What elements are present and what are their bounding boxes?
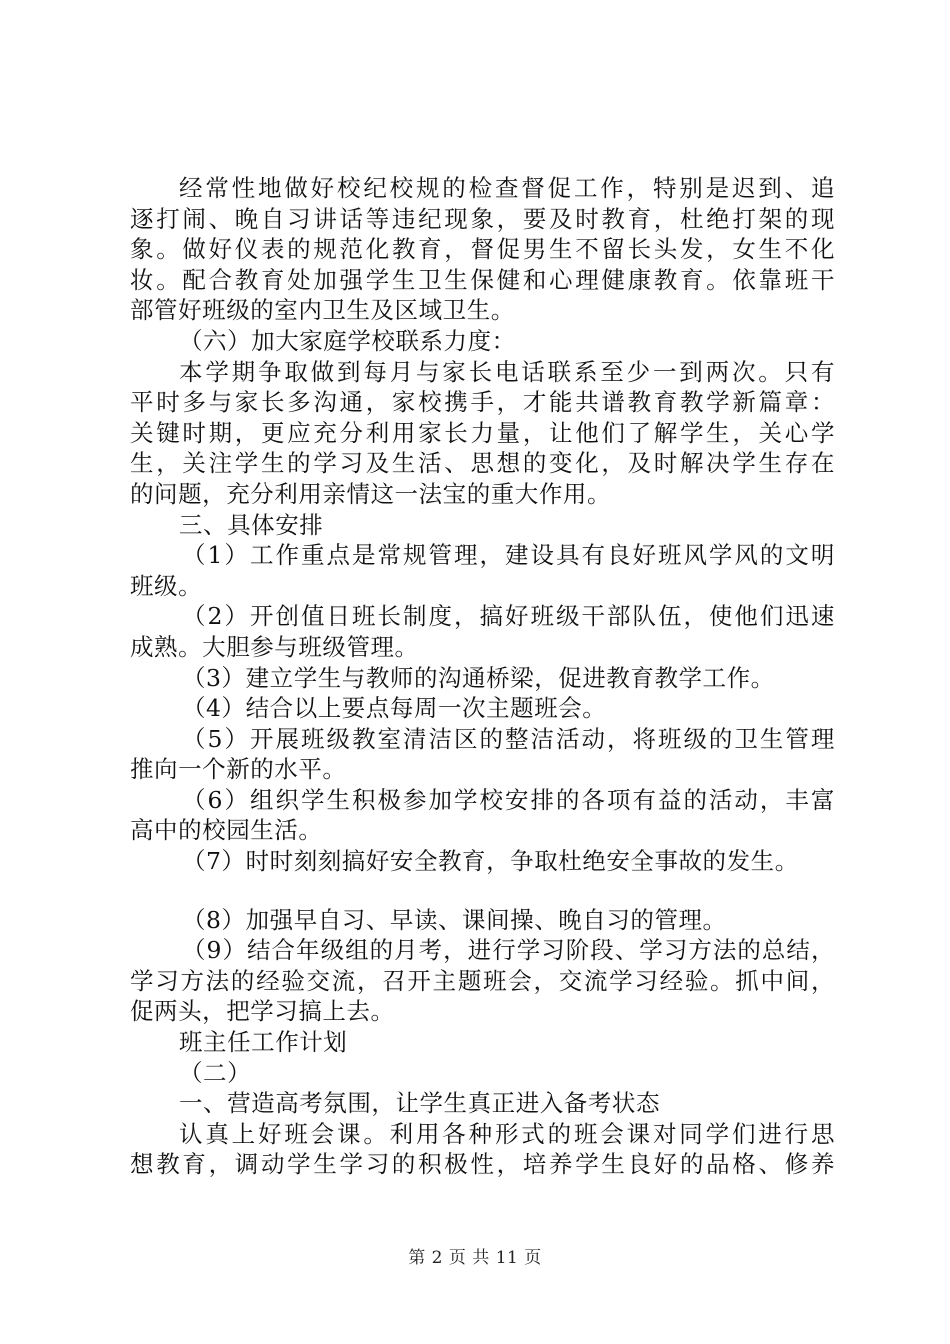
list-item: （1）工作重点是常规管理，建设具有良好班风学风的文明 [182, 541, 835, 570]
list-item-continuation: 推向一个新的水平。 [130, 755, 347, 784]
paragraph-line: 逐打闹、晚自习讲话等违纪现象，要及时教育，杜绝打架的现 [130, 204, 835, 233]
section-heading: 一、营造高考氛围，让学生真正进入备考状态 [179, 1089, 660, 1118]
list-item-continuation: 班级。 [130, 571, 203, 600]
list-item: （8）加强早自习、早读、课间操、晚自习的管理。 [182, 905, 727, 934]
paragraph-line: 部管好班级的室内卫生及区域卫生。 [130, 296, 515, 325]
paragraph-line: 的问题，充分利用亲情这一法宝的重大作用。 [130, 479, 611, 508]
page-number-footer: 第 2 页 共 11 页 [408, 1248, 542, 1268]
section-heading: （六）加大家庭学校联系力度： [179, 326, 516, 355]
blank-line [130, 877, 835, 905]
list-item-continuation: 高中的校园生活。 [130, 816, 323, 845]
list-item-continuation: 成熟。大胆参与班级管理。 [130, 632, 419, 661]
paragraph-line: 妆。配合教育处加强学生卫生保健和心理健康教育。依靠班干 [130, 265, 835, 294]
paragraph-line: 想教育，调动学生学习的积极性，培养学生良好的品格、修养 [130, 1150, 835, 1179]
document-body [130, 173, 835, 1180]
list-item: （2）开创值日班长制度，搞好班级干部队伍，使他们迅速 [182, 602, 835, 631]
paragraph-line: 象。做好仪表的规范化教育，督促男生不留长头发，女生不化 [130, 235, 835, 264]
section-heading: 三、具体安排 [179, 510, 324, 539]
list-item: （4）结合以上要点每周一次主题班会。 [182, 694, 607, 723]
list-item-continuation: 学习方法的经验交流，召开主题班会，交流学习经验。抓中间， [130, 966, 835, 995]
section-title: 班主任工作计划 [179, 1028, 348, 1057]
paragraph-line: 生，关注学生的学习及生活、思想的变化，及时解决学生存在 [130, 449, 835, 478]
paragraph-line: 关键时期，更应充分利用家长力量，让他们了解学生，关心学 [130, 418, 835, 447]
list-item-continuation: 促两头，把学习搞上去。 [130, 997, 395, 1026]
list-item: （3）建立学生与教师的沟通桥梁，促进教育教学工作。 [182, 663, 775, 692]
paragraph-line: 平时多与家长多沟通，家校携手，才能共谱教育教学新篇章： [130, 388, 835, 417]
paragraph-line: 认真上好班会课。利用各种形式的班会课对同学们进行思 [179, 1119, 835, 1148]
list-item: （7）时时刻刻搞好安全教育，争取杜绝安全事故的发生。 [182, 847, 799, 876]
list-item: （9）结合年级组的月考，进行学习阶段、学习方法的总结， [182, 936, 835, 965]
paragraph-line: 经常性地做好校纪校规的检查督促工作，特别是迟到、追 [179, 174, 835, 202]
list-item: （5）开展班级教室清洁区的整洁活动，将班级的卫生管理 [182, 724, 835, 753]
list-item: （6）组织学生积极参加学校安排的各项有益的活动，丰富 [182, 785, 835, 814]
paragraph-line: 本学期争取做到每月与家长电话联系至少一到两次。只有 [179, 357, 835, 386]
section-number: （二） [179, 1058, 252, 1087]
